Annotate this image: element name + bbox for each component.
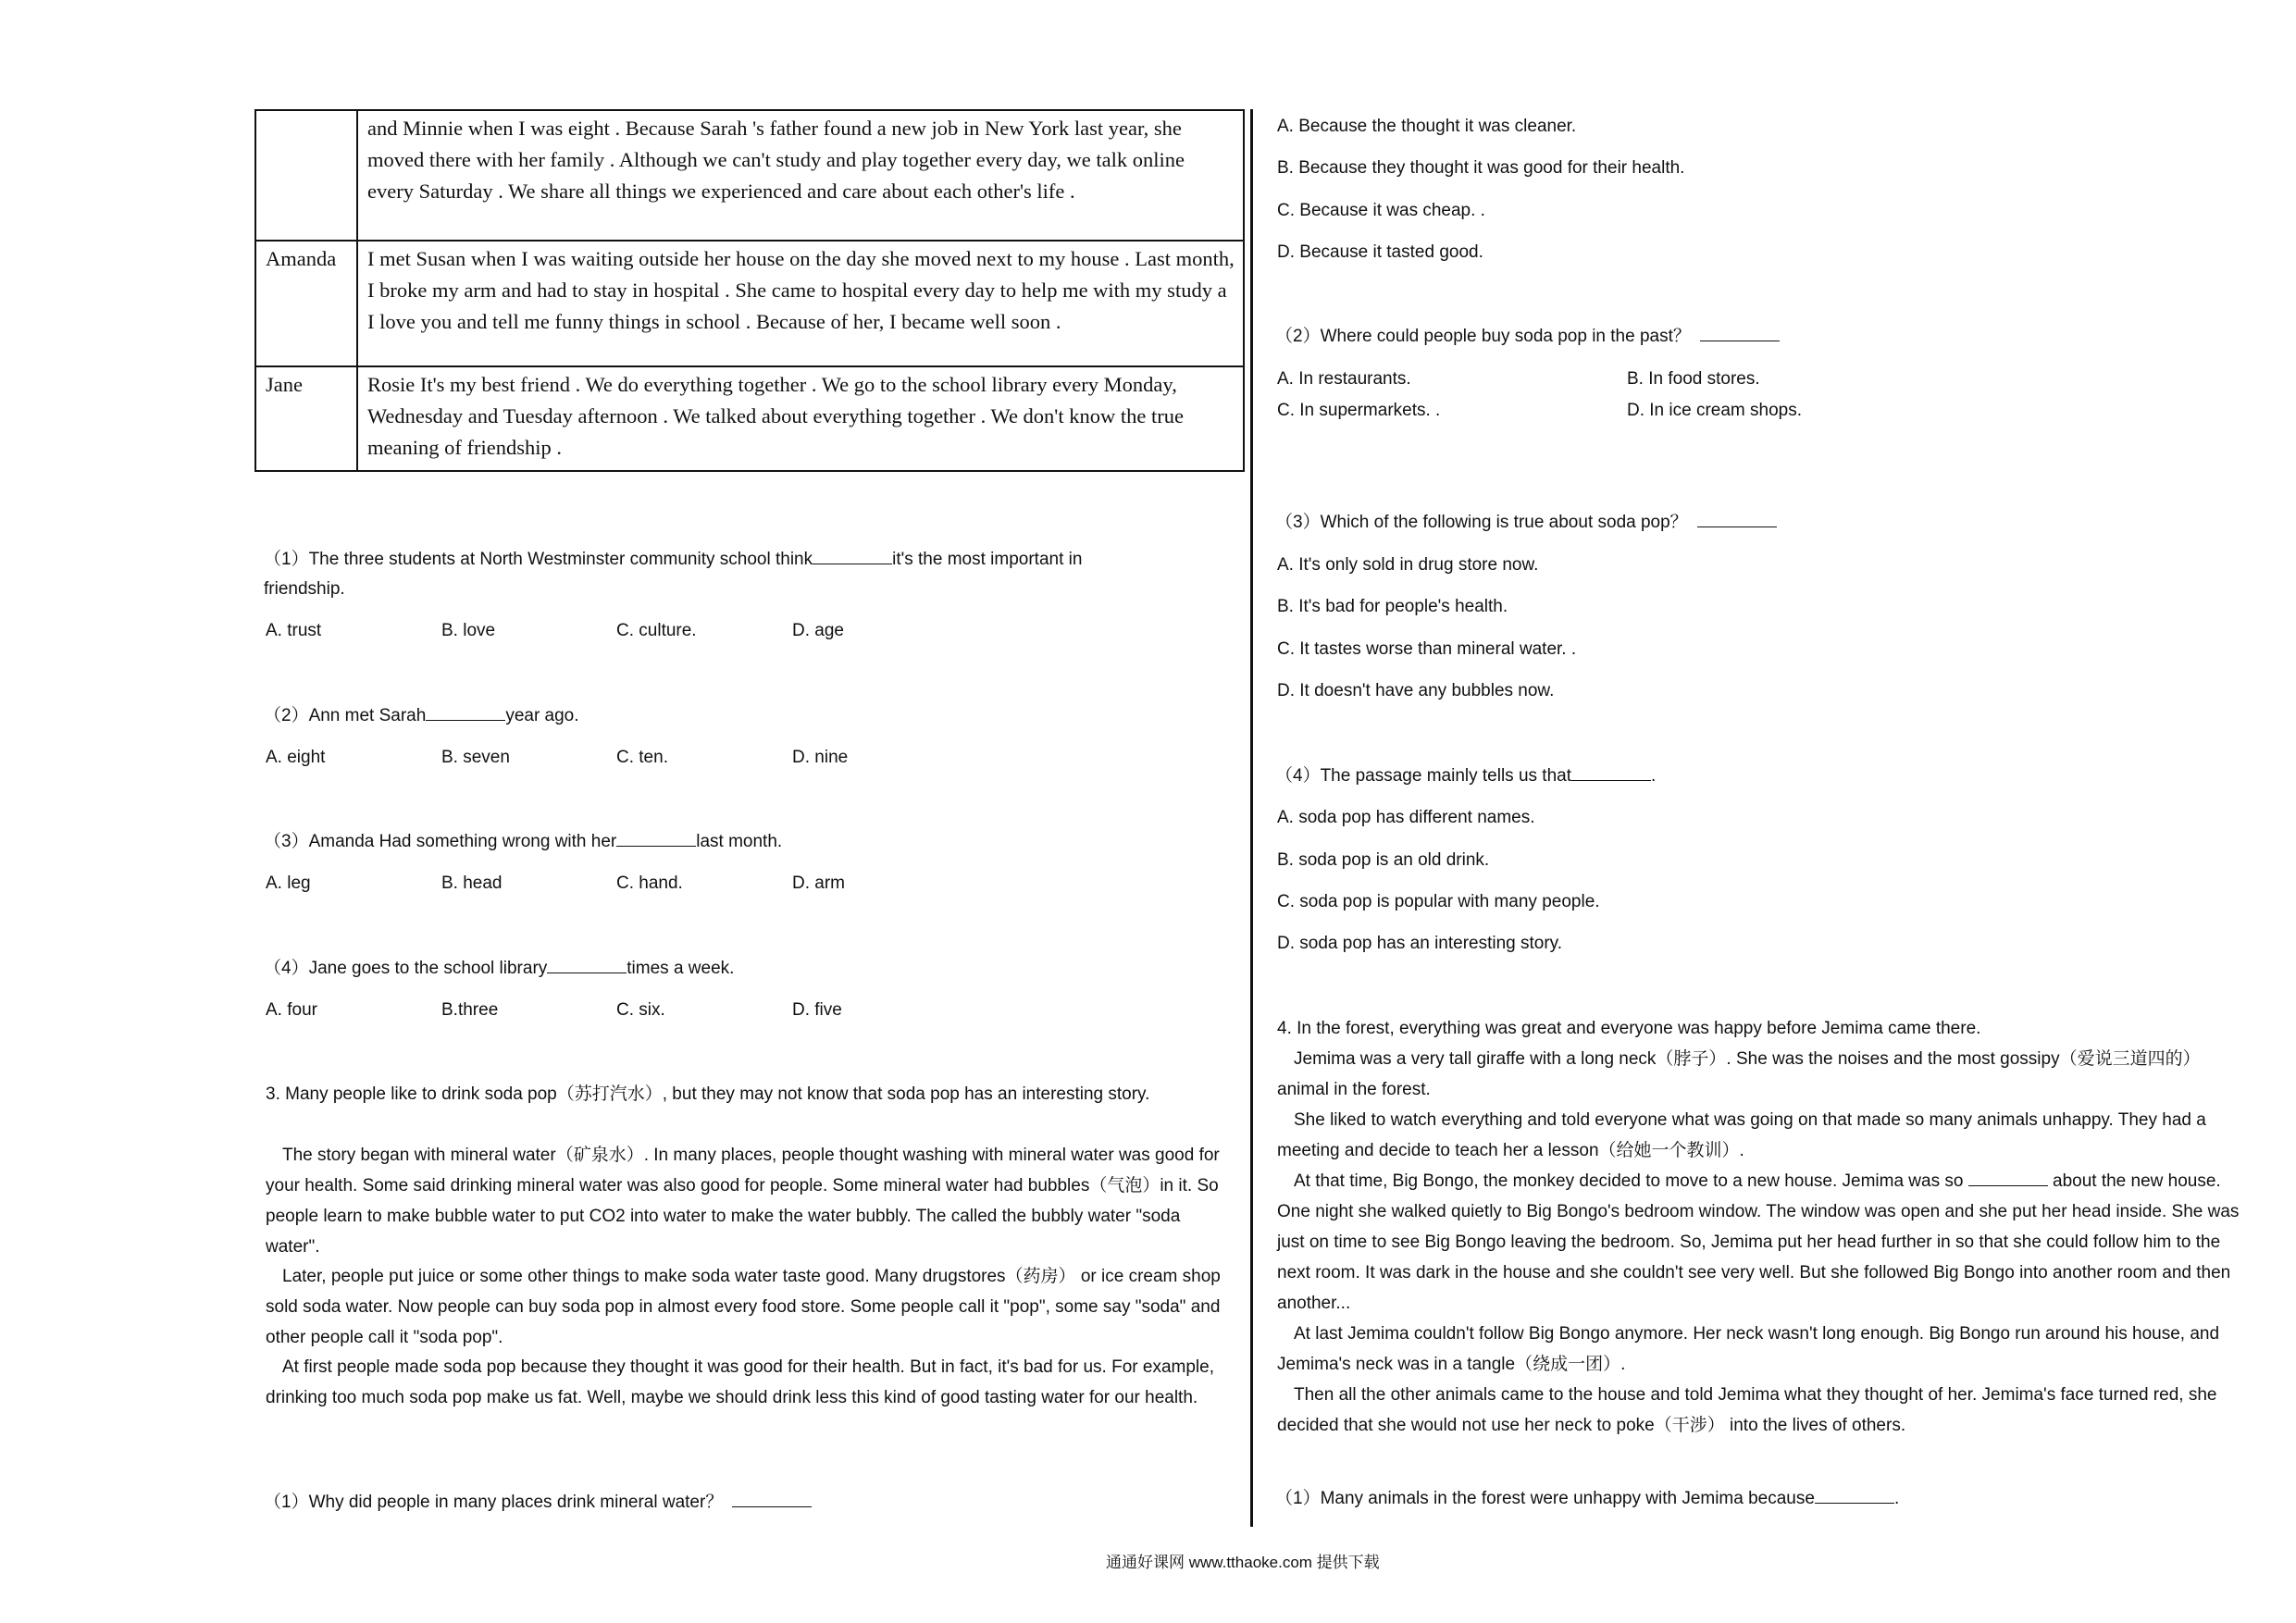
question-1-cont: friendship. xyxy=(264,579,345,599)
option-c[interactable]: C. It tastes worse than mineral water. . xyxy=(1277,639,1577,659)
option-a[interactable]: A. Because the thought it was cleaner. xyxy=(1277,117,1577,136)
passage-4-question-1: （1）Many animals in the forest were unhappy with Jemima because . xyxy=(1275,1483,1899,1514)
passage-4-para-3: At that time, Big Bongo, the monkey decided to move to a new house. Jemima was so about the new house. One night she walked quietly to Big Bongo's bedroom window. The window was open and she put her head inside. She was just on time to see Big Bongo leaving the bedroom. So, Jemima put her head further in so that she could follow him to the next room. It was dark in the house and she couldn't see very well. But she followed Big Bongo into another room and then another... xyxy=(1277,1166,2249,1319)
answer-blank[interactable] xyxy=(1697,510,1777,527)
option-a[interactable]: A. leg xyxy=(266,873,311,893)
option-c[interactable]: C. culture. xyxy=(616,621,697,640)
table-row xyxy=(255,241,1244,366)
option-b[interactable]: B. love xyxy=(441,621,496,640)
option-a[interactable]: A. four xyxy=(266,1000,317,1020)
question-3: （3）Amanda Had something wrong with her last month. xyxy=(264,826,782,857)
table-name-cell: Amanda xyxy=(255,241,357,366)
option-b[interactable]: B. head xyxy=(441,873,503,893)
passage-4-title: 4. In the forest, everything was great and everyone was happy before Jemima came there. xyxy=(1277,1019,1981,1038)
option-d[interactable]: D. arm xyxy=(792,873,845,893)
question-2: （2）Where could people buy soda pop in the past？ xyxy=(1275,321,1780,352)
option-d[interactable]: D. It doesn't have any bubbles now. xyxy=(1277,681,1555,700)
option-b[interactable]: B.three xyxy=(441,1000,499,1020)
passage-3-para-2: Later, people put juice or some other things to make soda water taste good. Many drugstores（药房） or ice cream shop sold soda water. Now people can buy soda pop in almost every food store. Some people call it "pop", some say "soda" and other people call it "soda pop". xyxy=(266,1267,1221,1347)
option-b[interactable]: B. seven xyxy=(441,748,510,767)
option-d[interactable]: D. soda pop has an interesting story. xyxy=(1277,934,1563,953)
option-d[interactable]: D. five xyxy=(792,1000,842,1020)
option-a[interactable]: A. trust xyxy=(266,621,322,640)
option-d[interactable]: D. age xyxy=(792,621,844,640)
table-name-cell xyxy=(255,110,357,241)
option-b[interactable]: B. soda pop is an old drink. xyxy=(1277,850,1490,870)
passage-4-para-4: At last Jemima couldn't follow Big Bongo anymore. Her neck wasn't long enough. Big Bongo run around his house, and Jemima's neck was in a tangle（绕成一团）. xyxy=(1277,1324,2220,1374)
table-text-cell: I met Susan when I was waiting outside her house on the day she moved next to my house . Last month, I broke my arm and had to stay in hospital . She came to hospital every day to help me with my study a I love you and tell me funny things in school . Because of her, I became well soon . xyxy=(357,241,1244,366)
option-b[interactable]: B. In food stores. xyxy=(1627,369,1760,389)
answer-blank[interactable] xyxy=(616,829,696,847)
question-1: （1）The three students at North Westminster community school think it's the most important in xyxy=(264,544,1082,575)
answer-blank[interactable] xyxy=(426,703,505,721)
option-d[interactable]: D. In ice cream shops. xyxy=(1627,401,1803,420)
table-row xyxy=(255,366,1244,471)
answer-blank[interactable] xyxy=(1571,763,1651,781)
option-c[interactable]: C. soda pop is popular with many people. xyxy=(1277,892,1600,911)
passage-4-para-2: She liked to watch everything and told everyone what was going on that made so many animals unhappy. They had a meeting and decide to teach her a lesson（给她一个教训）. xyxy=(1277,1110,2206,1160)
question-2: （2）Ann met Sarah year ago. xyxy=(264,700,579,731)
option-d[interactable]: D. nine xyxy=(792,748,849,767)
table-text-cell: and Minnie when I was eight . Because Sarah 's father found a new job in New York last year, she moved there with her family . Although we can't study and play together every day, we talk online every Saturday . We share all things we experienced and care about each other's life . xyxy=(357,110,1244,241)
option-a[interactable]: A. It's only sold in drug store now. xyxy=(1277,555,1539,575)
option-c[interactable]: C. Because it was cheap. . xyxy=(1277,201,1485,220)
question-4: （4）Jane goes to the school library times a week. xyxy=(264,953,734,984)
answer-blank[interactable] xyxy=(732,1490,812,1507)
table-row xyxy=(255,110,1244,241)
option-c[interactable]: C. ten. xyxy=(616,748,668,767)
passage-3-para-1: The story began with mineral water（矿泉水）. In many places, people thought washing with mineral water was good for your health. Some said drinking mineral water was also good for people. Some mineral water had bubbles（气泡）in it. So people learn to make bubble water to put CO2 into water to make the water bubbly. The called the bubbly water "soda water". xyxy=(266,1146,1220,1257)
table-name-cell: Jane xyxy=(255,366,357,471)
answer-blank[interactable] xyxy=(1700,324,1780,341)
passage-3-title: 3. Many people like to drink soda pop（苏打汽水）, but they may not know that soda pop has an interesting story. xyxy=(266,1084,1150,1104)
option-c[interactable]: C. In supermarkets. . xyxy=(1277,401,1441,420)
option-d[interactable]: D. Because it tasted good. xyxy=(1277,242,1483,262)
table-text-cell: Rosie It's my best friend . We do everything together . We go to the school library every Monday, Wednesday and Tuesday afternoon . We talked about everything together . We don't know the true meaning of friendship . xyxy=(357,366,1244,471)
passage-4-para-5: Then all the other animals came to the house and told Jemima what they thought of her. Jemima's face turned red, she decided that she would not use her neck to poke（干涉） into the lives of others. xyxy=(1277,1385,2217,1435)
passage-3-question-1: （1）Why did people in many places drink mineral water？ xyxy=(264,1487,812,1518)
answer-blank[interactable] xyxy=(1968,1169,2048,1186)
option-b[interactable]: B. It's bad for people's health. xyxy=(1277,597,1508,616)
page-footer: 通通好课网 www.tthaoke.com 提供下载 xyxy=(1106,1554,1380,1571)
answer-blank[interactable] xyxy=(547,956,627,973)
answer-blank[interactable] xyxy=(1815,1486,1894,1504)
column-divider xyxy=(1250,109,1253,1527)
option-a[interactable]: A. eight xyxy=(266,748,326,767)
question-3: （3）Which of the following is true about soda pop？ xyxy=(1275,507,1777,538)
option-a[interactable]: A. soda pop has different names. xyxy=(1277,808,1535,827)
option-c[interactable]: C. six. xyxy=(616,1000,665,1020)
friends-table xyxy=(254,109,1245,472)
answer-blank[interactable] xyxy=(813,547,892,564)
option-c[interactable]: C. hand. xyxy=(616,873,683,893)
passage-3-para-3: At first people made soda pop because they thought it was good for their health. But in fact, it's bad for us. For example, drinking too much soda pop make us fat. Well, maybe we should drink less this kind of good tasting water for our health. xyxy=(266,1357,1214,1407)
option-a[interactable]: A. In restaurants. xyxy=(1277,369,1411,389)
passage-4-para-1: Jemima was a very tall giraffe with a long neck（脖子）. She was the noises and the most gossipy（爱说三道四的） animal in the forest. xyxy=(1277,1049,2201,1099)
question-4: （4）The passage mainly tells us that . xyxy=(1275,761,1656,791)
option-b[interactable]: B. Because they thought it was good for their health. xyxy=(1277,158,1685,178)
